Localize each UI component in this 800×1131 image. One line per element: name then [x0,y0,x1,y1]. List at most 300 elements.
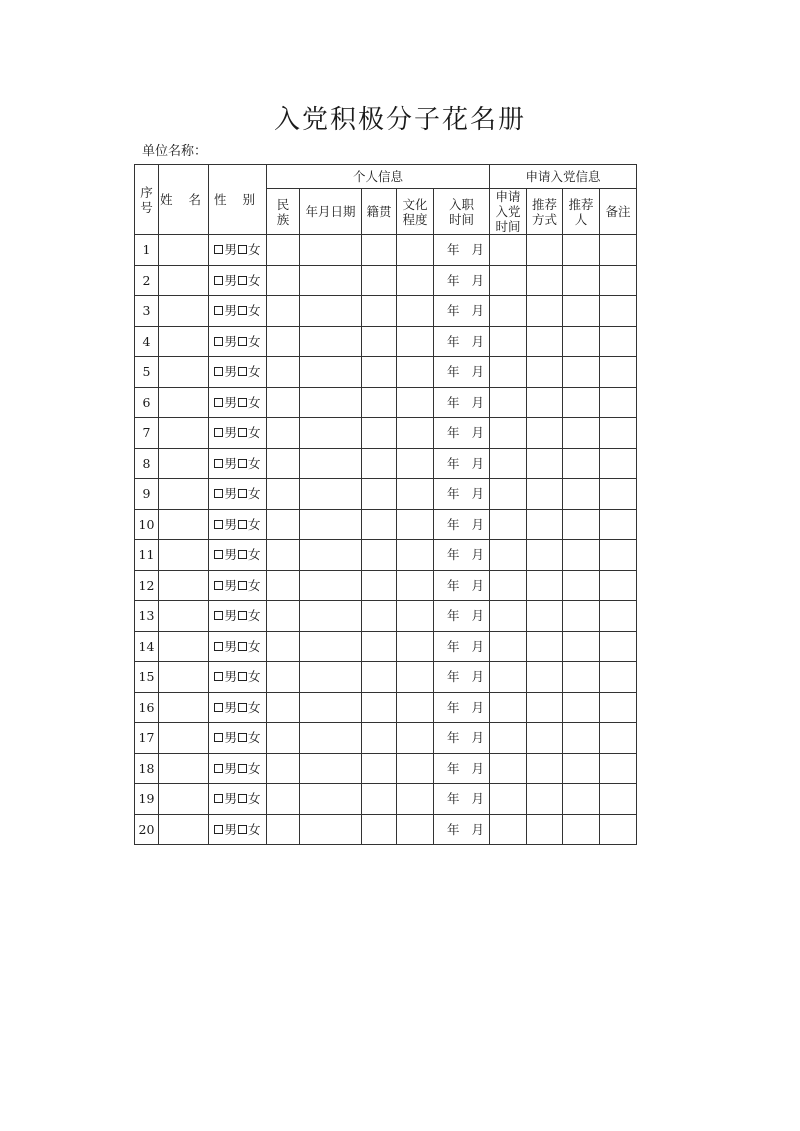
apply-time-cell[interactable] [490,814,527,845]
page-title: 入党积极分子花名册 [273,105,526,135]
education-cell[interactable] [397,662,434,693]
male-checkbox[interactable] [214,428,223,437]
recommend-method-cell[interactable] [527,540,563,571]
recommender-cell[interactable] [563,540,600,571]
male-checkbox[interactable] [214,367,223,376]
table-row [135,509,637,540]
female-checkbox[interactable] [238,428,247,437]
ethnicity-cell[interactable] [267,418,300,449]
remarks-cell[interactable] [600,357,637,388]
ethnicity-cell[interactable] [267,692,300,723]
join-time-cell[interactable] [434,265,490,296]
birth-date-cell[interactable] [300,387,362,418]
table-row [135,448,637,479]
year-label: 年 [446,272,460,288]
row-seq: 3 [135,296,159,327]
apply-time-cell[interactable] [490,357,527,388]
recommender-cell[interactable] [563,784,600,815]
gender-cell [209,570,267,601]
male-checkbox[interactable] [214,581,223,590]
roster-table [134,164,637,845]
month-label: 月 [471,242,484,258]
ethnicity-cell[interactable] [267,784,300,815]
recommender-cell[interactable] [563,662,600,693]
birth-date-cell[interactable] [300,479,362,510]
remarks-cell[interactable] [600,692,637,723]
birth-date-cell[interactable] [300,723,362,754]
join-time-cell[interactable] [434,296,490,327]
month-label: 月 [471,669,484,685]
table-row [135,235,637,266]
male-checkbox[interactable] [214,398,223,407]
recommender-cell[interactable] [563,296,600,327]
recommend-method-cell[interactable] [527,387,563,418]
gender-cell [209,662,267,693]
education-cell[interactable] [397,570,434,601]
name-cell[interactable] [159,692,209,723]
remarks-cell[interactable] [600,509,637,540]
gender-cell [209,296,267,327]
male-label: 男 [224,791,237,807]
female-checkbox[interactable] [238,459,247,468]
native-place-cell[interactable] [362,326,397,357]
remarks-cell[interactable] [600,570,637,601]
male-checkbox[interactable] [214,825,223,834]
remarks-cell[interactable] [600,631,637,662]
male-label: 男 [224,730,237,746]
apply-time-cell[interactable] [490,662,527,693]
male-checkbox[interactable] [214,337,223,346]
male-checkbox[interactable] [214,489,223,498]
recommender-cell[interactable] [563,601,600,632]
gender-cell [209,723,267,754]
native-place-cell[interactable] [362,479,397,510]
apply-time-cell[interactable] [490,387,527,418]
birth-date-cell[interactable] [300,265,362,296]
join-time-cell[interactable] [434,814,490,845]
native-place-cell[interactable] [362,540,397,571]
join-time-cell[interactable] [434,570,490,601]
native-place-cell[interactable] [362,784,397,815]
female-label: 女 [248,791,261,807]
header-education: 文化 程度 [397,189,434,235]
apply-time-cell[interactable] [490,723,527,754]
native-place-cell[interactable] [362,296,397,327]
ethnicity-cell[interactable] [267,387,300,418]
recommender-cell[interactable] [563,326,600,357]
female-label: 女 [248,577,261,593]
join-time-cell[interactable] [434,723,490,754]
apply-time-cell[interactable] [490,631,527,662]
female-checkbox[interactable] [238,489,247,498]
female-checkbox[interactable] [238,367,247,376]
female-checkbox[interactable] [238,337,247,346]
name-cell[interactable] [159,265,209,296]
recommender-cell[interactable] [563,509,600,540]
birth-date-cell[interactable] [300,357,362,388]
remarks-cell[interactable] [600,235,637,266]
remarks-cell[interactable] [600,296,637,327]
recommender-cell[interactable] [563,357,600,388]
year-label: 年 [446,730,460,746]
native-place-cell[interactable] [362,448,397,479]
ethnicity-cell[interactable] [267,265,300,296]
gender-cell [209,235,267,266]
female-checkbox[interactable] [238,764,247,773]
name-cell[interactable] [159,509,209,540]
remarks-cell[interactable] [600,662,637,693]
recommender-cell[interactable] [563,570,600,601]
year-label: 年 [446,242,460,258]
male-checkbox[interactable] [214,520,223,529]
row-seq: 7 [135,418,159,449]
ethnicity-cell[interactable] [267,357,300,388]
education-cell[interactable] [397,540,434,571]
education-cell[interactable] [397,784,434,815]
name-cell[interactable] [159,326,209,357]
remarks-cell[interactable] [600,265,637,296]
remarks-cell[interactable] [600,418,637,449]
recommend-method-cell[interactable] [527,418,563,449]
birth-date-cell[interactable] [300,753,362,784]
row-seq: 1 [135,235,159,266]
name-cell[interactable] [159,723,209,754]
recommender-cell[interactable] [563,265,600,296]
month-label: 月 [471,272,484,288]
native-place-cell[interactable] [362,235,397,266]
recommend-method-cell[interactable] [527,357,563,388]
education-cell[interactable] [397,418,434,449]
name-cell[interactable] [159,784,209,815]
name-cell[interactable] [159,601,209,632]
education-cell[interactable] [397,235,434,266]
native-place-cell[interactable] [362,357,397,388]
recommend-method-cell[interactable] [527,784,563,815]
recommender-cell[interactable] [563,631,600,662]
remarks-cell[interactable] [600,723,637,754]
apply-time-cell[interactable] [490,296,527,327]
male-label: 男 [224,638,237,654]
education-cell[interactable] [397,387,434,418]
ethnicity-cell[interactable] [267,753,300,784]
education-cell[interactable] [397,479,434,510]
birth-date-cell[interactable] [300,692,362,723]
male-checkbox[interactable] [214,276,223,285]
birth-date-cell[interactable] [300,601,362,632]
female-label: 女 [248,730,261,746]
male-checkbox[interactable] [214,459,223,468]
apply-time-cell[interactable] [490,479,527,510]
month-label: 月 [471,608,484,624]
education-cell[interactable] [397,357,434,388]
male-checkbox[interactable] [214,611,223,620]
female-checkbox[interactable] [238,794,247,803]
join-time-cell[interactable] [434,387,490,418]
join-time-cell[interactable] [434,326,490,357]
female-checkbox[interactable] [238,245,247,254]
recommend-method-cell[interactable] [527,814,563,845]
gender-cell [209,692,267,723]
name-cell[interactable] [159,357,209,388]
education-cell[interactable] [397,326,434,357]
row-seq: 16 [135,692,159,723]
name-cell[interactable] [159,448,209,479]
male-checkbox[interactable] [214,764,223,773]
join-time-cell[interactable] [434,479,490,510]
female-label: 女 [248,394,261,410]
header-birth-date: 年月日期 [300,189,362,235]
ethnicity-cell[interactable] [267,662,300,693]
birth-date-cell[interactable] [300,296,362,327]
join-time-cell[interactable] [434,784,490,815]
ethnicity-cell[interactable] [267,509,300,540]
remarks-cell[interactable] [600,601,637,632]
female-checkbox[interactable] [238,276,247,285]
male-checkbox[interactable] [214,794,223,803]
female-checkbox[interactable] [238,703,247,712]
female-checkbox[interactable] [238,733,247,742]
remarks-cell[interactable] [600,326,637,357]
recommender-cell[interactable] [563,692,600,723]
recommend-method-cell[interactable] [527,692,563,723]
remarks-cell[interactable] [600,753,637,784]
female-checkbox[interactable] [238,642,247,651]
male-checkbox[interactable] [214,672,223,681]
native-place-cell[interactable] [362,570,397,601]
female-label: 女 [248,821,261,837]
birth-date-cell[interactable] [300,540,362,571]
row-seq: 15 [135,662,159,693]
join-time-cell[interactable] [434,509,490,540]
recommend-method-cell[interactable] [527,326,563,357]
join-time-cell[interactable] [434,357,490,388]
ethnicity-cell[interactable] [267,631,300,662]
remarks-cell[interactable] [600,387,637,418]
name-cell[interactable] [159,235,209,266]
apply-time-cell[interactable] [490,570,527,601]
ethnicity-cell[interactable] [267,540,300,571]
birth-date-cell[interactable] [300,631,362,662]
recommend-method-cell[interactable] [527,265,563,296]
education-cell[interactable] [397,509,434,540]
native-place-cell[interactable] [362,265,397,296]
recommend-method-cell[interactable] [527,448,563,479]
join-time-cell[interactable] [434,601,490,632]
education-cell[interactable] [397,753,434,784]
year-label: 年 [446,577,460,593]
apply-time-cell[interactable] [490,784,527,815]
join-time-cell[interactable] [434,753,490,784]
join-time-cell[interactable] [434,448,490,479]
name-cell[interactable] [159,296,209,327]
ethnicity-cell[interactable] [267,570,300,601]
female-checkbox[interactable] [238,520,247,529]
recommend-method-cell[interactable] [527,753,563,784]
gender-cell [209,357,267,388]
recommend-method-cell[interactable] [527,662,563,693]
name-cell[interactable] [159,540,209,571]
header-recommend-method: 推荐 方式 [527,189,563,235]
native-place-cell[interactable] [362,662,397,693]
recommender-cell[interactable] [563,479,600,510]
remarks-cell[interactable] [600,784,637,815]
recommend-method-cell[interactable] [527,570,563,601]
apply-time-cell[interactable] [490,692,527,723]
join-time-cell[interactable] [434,692,490,723]
birth-date-cell[interactable] [300,235,362,266]
birth-date-cell[interactable] [300,784,362,815]
birth-date-cell[interactable] [300,662,362,693]
recommender-cell[interactable] [563,723,600,754]
gender-cell [209,479,267,510]
female-checkbox[interactable] [238,611,247,620]
recommend-method-cell[interactable] [527,235,563,266]
female-checkbox[interactable] [238,398,247,407]
join-time-cell[interactable] [434,631,490,662]
ethnicity-cell[interactable] [267,448,300,479]
recommend-method-cell[interactable] [527,601,563,632]
header-recommender: 推荐 人 [563,189,600,235]
apply-time-cell[interactable] [490,601,527,632]
apply-time-cell[interactable] [490,265,527,296]
join-time-cell[interactable] [434,418,490,449]
month-label: 月 [471,333,484,349]
table-row [135,570,637,601]
native-place-cell[interactable] [362,753,397,784]
education-cell[interactable] [397,601,434,632]
remarks-cell[interactable] [600,814,637,845]
male-checkbox[interactable] [214,306,223,315]
apply-time-cell[interactable] [490,540,527,571]
name-cell[interactable] [159,418,209,449]
female-checkbox[interactable] [238,550,247,559]
header-native-place: 籍贯 [362,189,397,235]
birth-date-cell[interactable] [300,570,362,601]
row-seq: 11 [135,540,159,571]
education-cell[interactable] [397,723,434,754]
native-place-cell[interactable] [362,631,397,662]
year-label: 年 [446,333,460,349]
join-time-cell[interactable] [434,235,490,266]
apply-time-cell[interactable] [490,509,527,540]
female-checkbox[interactable] [238,672,247,681]
education-cell[interactable] [397,692,434,723]
join-time-cell[interactable] [434,662,490,693]
female-checkbox[interactable] [238,581,247,590]
native-place-cell[interactable] [362,692,397,723]
apply-time-cell[interactable] [490,326,527,357]
native-place-cell[interactable] [362,387,397,418]
education-cell[interactable] [397,448,434,479]
birth-date-cell[interactable] [300,418,362,449]
native-place-cell[interactable] [362,418,397,449]
female-label: 女 [248,333,261,349]
recommend-method-cell[interactable] [527,631,563,662]
join-time-cell[interactable] [434,540,490,571]
table-row [135,296,637,327]
ethnicity-cell[interactable] [267,326,300,357]
female-label: 女 [248,242,261,258]
ethnicity-cell[interactable] [267,723,300,754]
recommender-cell[interactable] [563,814,600,845]
male-label: 男 [224,333,237,349]
native-place-cell[interactable] [362,601,397,632]
recommend-method-cell[interactable] [527,296,563,327]
name-cell[interactable] [159,814,209,845]
recommend-method-cell[interactable] [527,479,563,510]
year-label: 年 [446,608,460,624]
row-seq: 5 [135,357,159,388]
name-cell[interactable] [159,662,209,693]
birth-date-cell[interactable] [300,326,362,357]
recommender-cell[interactable] [563,387,600,418]
apply-time-cell[interactable] [490,753,527,784]
native-place-cell[interactable] [362,814,397,845]
recommender-cell[interactable] [563,418,600,449]
ethnicity-cell[interactable] [267,235,300,266]
male-checkbox[interactable] [214,703,223,712]
name-cell[interactable] [159,631,209,662]
native-place-cell[interactable] [362,723,397,754]
male-checkbox[interactable] [214,642,223,651]
education-cell[interactable] [397,265,434,296]
male-checkbox[interactable] [214,245,223,254]
recommender-cell[interactable] [563,235,600,266]
male-checkbox[interactable] [214,550,223,559]
female-label: 女 [248,455,261,471]
name-cell[interactable] [159,570,209,601]
year-label: 年 [446,425,460,441]
name-cell[interactable] [159,387,209,418]
month-label: 月 [471,821,484,837]
header-group-personal: 个人信息 [267,165,490,189]
education-cell[interactable] [397,296,434,327]
recommender-cell[interactable] [563,753,600,784]
female-checkbox[interactable] [238,306,247,315]
male-label: 男 [224,455,237,471]
ethnicity-cell[interactable] [267,296,300,327]
apply-time-cell[interactable] [490,235,527,266]
name-cell[interactable] [159,753,209,784]
ethnicity-cell[interactable] [267,601,300,632]
ethnicity-cell[interactable] [267,814,300,845]
recommender-cell[interactable] [563,448,600,479]
apply-time-cell[interactable] [490,448,527,479]
table-row [135,418,637,449]
remarks-cell[interactable] [600,479,637,510]
recommend-method-cell[interactable] [527,723,563,754]
apply-time-cell[interactable] [490,418,527,449]
header-gender: 性 别 [209,165,267,235]
birth-date-cell[interactable] [300,509,362,540]
female-checkbox[interactable] [238,825,247,834]
ethnicity-cell[interactable] [267,479,300,510]
education-cell[interactable] [397,631,434,662]
table-row [135,265,637,296]
remarks-cell[interactable] [600,540,637,571]
recommend-method-cell[interactable] [527,509,563,540]
male-label: 男 [224,547,237,563]
female-label: 女 [248,547,261,563]
name-cell[interactable] [159,479,209,510]
native-place-cell[interactable] [362,509,397,540]
birth-date-cell[interactable] [300,448,362,479]
header-seq: 序 号 [135,165,159,235]
birth-date-cell[interactable] [300,814,362,845]
remarks-cell[interactable] [600,448,637,479]
male-checkbox[interactable] [214,733,223,742]
education-cell[interactable] [397,814,434,845]
